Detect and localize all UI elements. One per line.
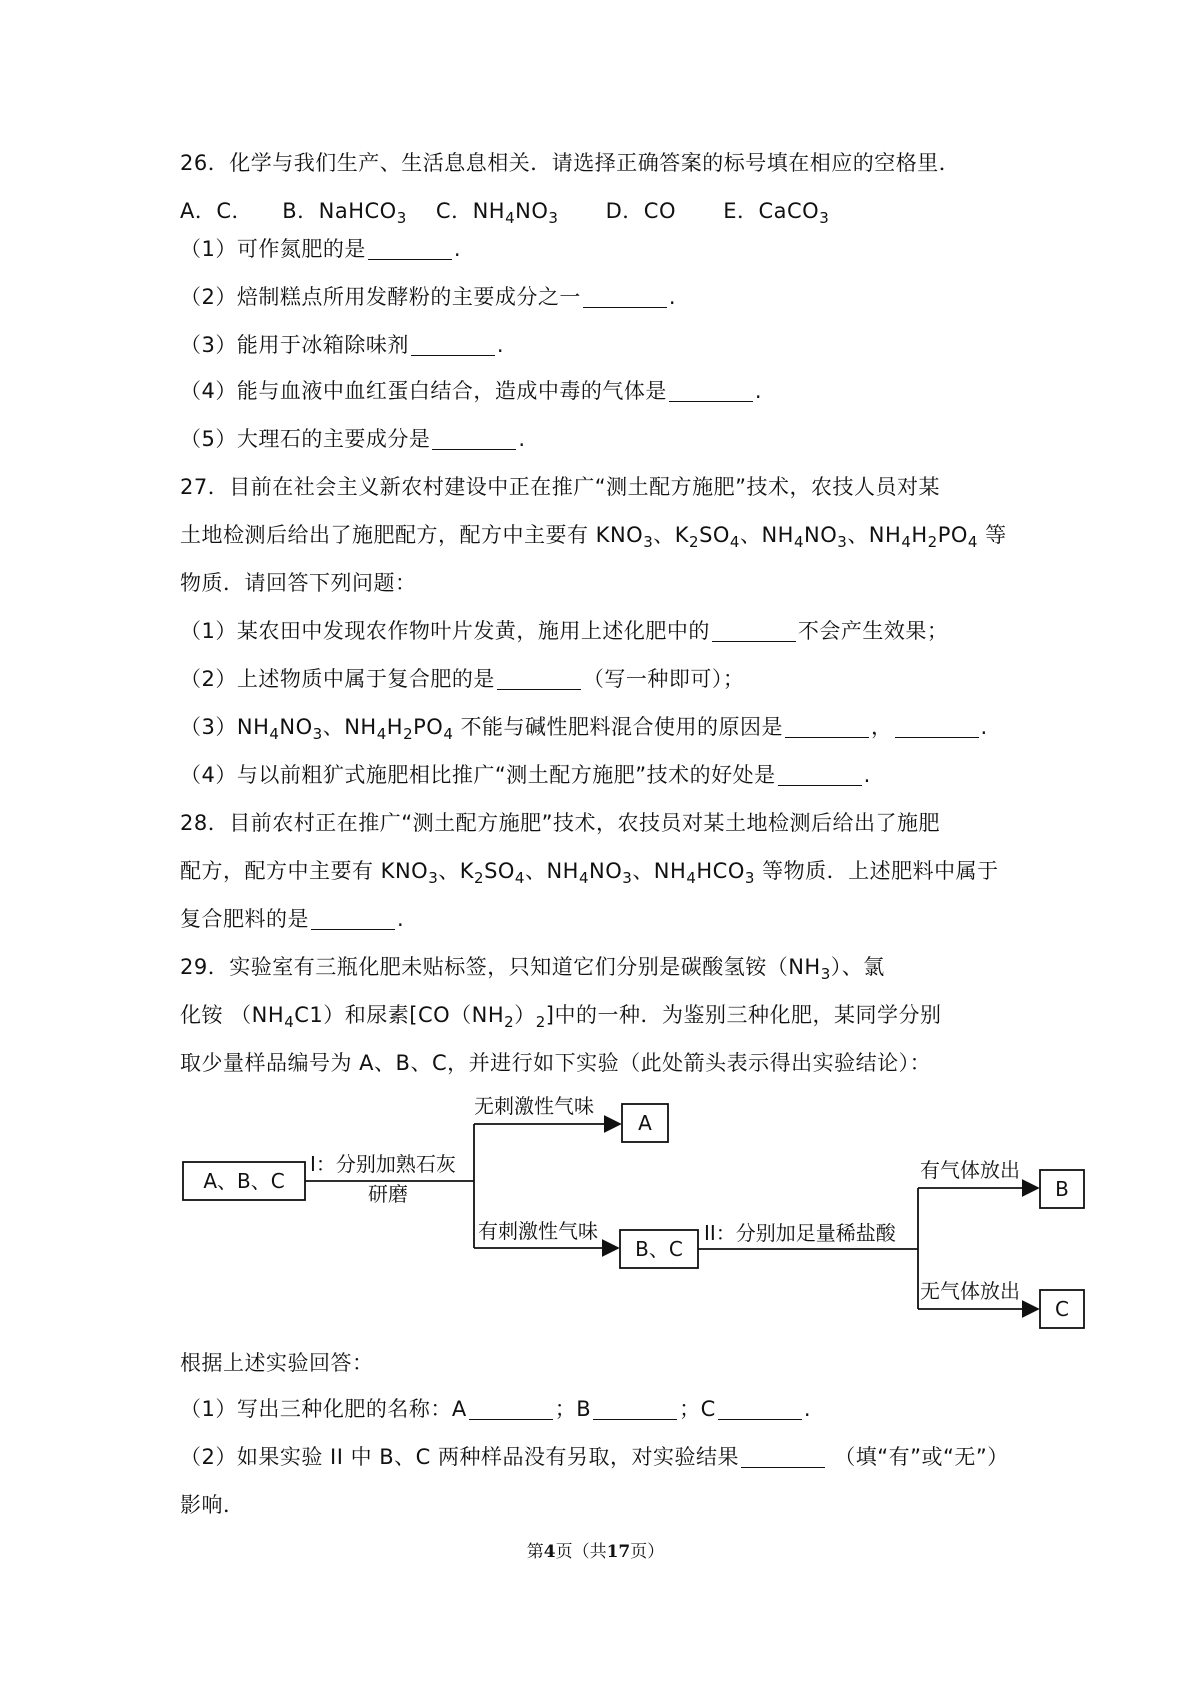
q29-item-2: （2）如果实验 II 中 B、C 两种样品没有另取，对实验结果 （填“有”或“无”） (180, 1445, 1009, 1469)
q26-item-1: （1）可作氮肥的是 . (180, 237, 462, 261)
q29-line-3: 取少量样品编号为 A、B、C，并进行如下实验（此处箭头表示得出实验结论）： (180, 1051, 932, 1075)
q26-item-5: （5）大理石的主要成分是 . (180, 427, 526, 451)
q27-item-4: （4）与以前粗犷式施肥相比推广“测土配方施肥”技术的好处是 . (180, 763, 871, 787)
step-2-label: II：分别加足量稀盐酸 (704, 1221, 896, 1245)
no-smell-label: 无刺激性气味 (474, 1094, 594, 1118)
box-bc-label: B、C (635, 1237, 683, 1261)
answer-blank[interactable] (741, 1445, 825, 1468)
answer-blank-a[interactable] (469, 1397, 553, 1420)
q27-line-3: 物质．请回答下列问题： (180, 571, 417, 595)
answer-blank-b[interactable] (593, 1397, 677, 1420)
q29-line-2: 化铵 $(NH_4C1)$和尿素$[CO(NH_2)_2]$中的一种．为鉴别三种化肥，某同学分别 (180, 1003, 942, 1031)
gas-label: 有气体放出 (920, 1158, 1020, 1182)
q27-item-1: （1）某农田中发现农作物叶片发黄，施用上述化肥中的 不会产生效果； (180, 619, 949, 643)
q28-line-3: 复合肥料的是 . (180, 907, 405, 931)
option-d: D．CO (605, 199, 676, 223)
q29-answer-intro: 根据上述实验回答： (180, 1351, 374, 1375)
option-e: E．CaCO$_3$ (723, 199, 830, 227)
q28-line-1: 28．目前农村正在推广“测土配方施肥”技术，农技员对某土地检测后给出了施肥 (180, 811, 940, 835)
box-b-label: B (1055, 1177, 1069, 1201)
q27-line-1: 27．目前在社会主义新农村建设中正在推广“测土配方施肥”技术，农技人员对某 (180, 475, 940, 499)
box-abc-label: A、B、C (203, 1169, 285, 1193)
q29-item-2-end: 影响． (180, 1493, 245, 1517)
box-c-label: C (1055, 1297, 1069, 1321)
box-a-label: A (638, 1111, 652, 1135)
option-b: B．NaHCO$_3$ (282, 199, 407, 227)
q26-item-3: （3）能用于冰箱除味剂 . (180, 333, 505, 357)
no-gas-label: 无气体放出 (920, 1279, 1020, 1303)
smell-label: 有刺激性气味 (478, 1219, 598, 1243)
step-1-label-2: 研磨 (368, 1182, 408, 1206)
option-a: A．C． (180, 199, 254, 223)
q29-line-1: 29．实验室有三瓶化肥未贴标签，只知道它们分别是碳酸氢铵$(NH_3)$、氯 (180, 955, 885, 983)
q26-item-4: （4）能与血液中血红蛋白结合，造成中毒的气体是 . (180, 379, 763, 403)
step-1-label: I：分别加熟石灰 (310, 1152, 456, 1176)
q26-stem: 26．化学与我们生产、生活息息相关．请选择正确答案的标号填在相应的空格里． (180, 151, 961, 175)
q26-item-2: （2）焙制糕点所用发酵粉的主要成分之一 . (180, 285, 677, 309)
page-footer: 第4页（共17页） (526, 1542, 665, 1562)
q27-line-2: 土地检测后给出了施肥配方，配方中主要有 $KNO_3$、$K_2SO_4$、$NH_4NO_3$、$NH_4H_2PO_4$ 等 (180, 523, 1007, 551)
q29-item-1: （1）写出三种化肥的名称：A ；B ；C . (180, 1397, 812, 1421)
q27-item-3: $(3)NH_4NO_3$、$NH_4H_2PO_4$ 不能与碱性肥料混合使用的原因是 ， . (180, 715, 988, 743)
q28-line-2: 配方，配方中主要有 $KNO_3$、$K_2SO_4$、$NH_4NO_3$、$NH_4HCO_3$ 等物质．上述肥料中属于 (180, 859, 999, 887)
option-c: C．$NH_4NO_3$ (435, 199, 559, 227)
answer-blank-c[interactable] (718, 1397, 802, 1420)
q27-item-2: （2）上述物质中属于复合肥的是 （写一种即可）； (180, 667, 745, 691)
